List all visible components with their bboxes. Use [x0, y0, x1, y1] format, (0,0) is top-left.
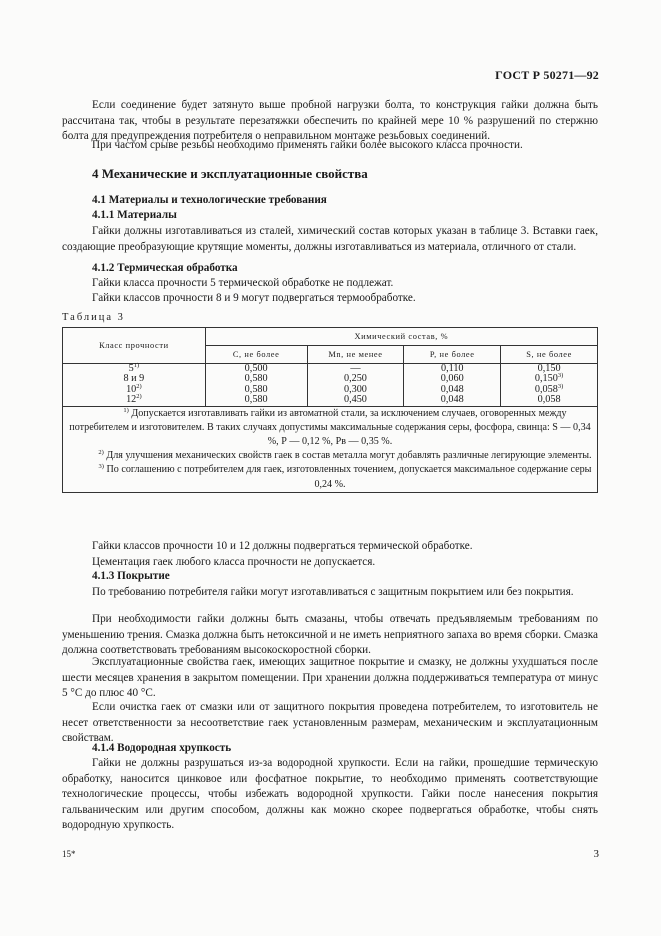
section-4-heading: 4 Механические и эксплуатационные свойства [92, 166, 368, 181]
section-4-1-3-paragraph-4: Если очистка гаек от смазки или от защитного покрытия проведена потребителем, то изготовитель не несет ответственности за несоответствие гаек установленным размерам, механическим и эксплуатационным свойствам. [62, 701, 598, 745]
table-data-block [63, 364, 598, 407]
section-4-1-heading: 4.1 Материалы и технологические требования [92, 194, 327, 206]
column-phosphorus [404, 364, 501, 407]
section-4-1-2-paragraph-2: Гайки классов прочности 8 и 9 могут подвергаться термообработке. [92, 292, 416, 304]
table-cell: 5$^{1)}$ [128, 362, 140, 374]
table-cell: 0,048 [440, 383, 464, 395]
section-4-1-4-heading: 4.1.4 Водородная хрупкость [92, 742, 232, 754]
header-carbon: С, не более [205, 346, 307, 364]
table-cell: 0,150 [537, 363, 561, 374]
section-4-1-3-paragraph-1: По требованию потребителя гайки могут изготавливаться с защитным покрытием или без покрытия. [92, 586, 574, 598]
table-cell: 0,058 [537, 394, 561, 406]
section-4-1-3-paragraph-3: Эксплуатационные свойства гаек, имеющих защитное покрытие и смазку, не должны ухудшаться после шести месяцев хранения в закрытом помещении. При хранении должна поддерживаться температура от минус 5 °С до плюс 40 °С. [62, 656, 598, 700]
table-cell: 0,580 [244, 383, 268, 395]
header-chemical-composition: Химический состав, % [205, 328, 597, 346]
table-cell: 12$^{2)}$ [126, 393, 142, 406]
column-carbon [205, 364, 307, 407]
table-cell: 10$^{2)}$ [126, 382, 142, 395]
section-4-1-4-paragraph: Гайки не должны разрушаться из-за водородной хрупкости. Если на гайки, прошедшие термическую обработку, наносится цинковое или фосфатное покрытие, то необходимо применять соответствующие технологические процессы, чтобы избежать водородной хрупкости. Гайки после нанесения покрытия гальваническим или другим способом, должны как можно скорее подвергаться обработке, чтобы снять водородную хрупкость. [62, 757, 598, 832]
footer-sheet-mark: 15* [62, 849, 76, 859]
table-cell: 0,150$^{3)}$ [534, 372, 564, 385]
section-4-1-2-heading: 4.1.2 Термическая обработка [92, 262, 238, 274]
header-sulfur: S, не более [501, 346, 598, 364]
table-footnotes [63, 406, 598, 492]
section-4-1-1-text: Гайки должны изготавливаться из сталей, химический состав которых указан в таблице 3. Вставки гаек, создающие преобразующие крутящие моменты, должны изготавливаться из материала, отличного от стали. [62, 225, 598, 253]
table-cell: 0,048 [440, 394, 464, 406]
footnote-1: $^{1)}$ Допускается изготавливать гайки из автоматной стали, за исключением случаев, оговоренных между [123, 406, 567, 419]
table-cell: 0,060 [440, 373, 464, 385]
header-manganese: Мn, не менее [307, 346, 404, 364]
header-phosphorus: Р, не более [404, 346, 501, 364]
table-cell: 0,058$^{3)}$ [534, 382, 564, 395]
chemical-composition-table [62, 327, 598, 493]
header-strength-class: Класс прочности [63, 328, 206, 364]
section-4-1-2-paragraph-1: Гайки класса прочности 5 термической обработке не подлежат. [92, 277, 394, 289]
table-cell: 8 и 9 [123, 373, 145, 385]
table-3-title: Таблица 3 [62, 312, 125, 323]
document-code-header: ГОСТ Р 50271—92 [495, 68, 599, 82]
section-4-1-3-heading: 4.1.3 Покрытие [92, 570, 170, 582]
table-cell: 0,110 [440, 363, 464, 374]
column-manganese [307, 364, 404, 407]
footnote-2: $^{2)}$ Для улучшения механических свойств гаек в состав металла могут добавлять различные легирующие элементы. [98, 449, 592, 462]
column-sulfur [501, 364, 598, 407]
table-cell: 0,300 [343, 383, 367, 395]
footnote-1-continuation: потребителем и изготовителем. В таких случаях допустимы максимальные содержания серы, фосфора, свинца: S — 0,34 %, Р — 0,12 %, Pв — 0,35 %. [69, 421, 591, 448]
intro-paragraph-1: Если соединение будет затянуто выше пробной нагрузки болта, то конструкция гайки должна быть рассчитана так, чтобы в результате перезатяжки обеспечить по крайней мере 10 % разрушений по стержню болта для предупреждения потребителя о неправильном монтаже резьбовых соединений. [62, 99, 598, 143]
section-4-1-3-paragraph-2: При необходимости гайки должны быть смазаны, чтобы отвечать предъявляемым требованиям по уменьшению трения. Смазка должна быть нетоксичной и не иметь неприятного запаха во время сборки. Смазка должна соответствовать требованиям высокоскоростной сборки. [62, 613, 598, 657]
table-cell: — [350, 363, 361, 374]
column-strength-class [63, 364, 206, 407]
footnote-3: $^{3)}$ По соглашению с потребителем для гаек, изготовленных точением, допускается максимальное содержание серы 0,24 %. [98, 463, 592, 490]
after-table-paragraph-1: Гайки классов прочности 10 и 12 должны подвергаться термической обработке. [92, 540, 473, 552]
table-cell: 0,500 [244, 363, 268, 374]
section-4-1-1-heading: 4.1.1 Материалы [92, 209, 177, 221]
table-cell: 0,580 [244, 394, 268, 406]
after-table-paragraph-2: Цементация гаек любого класса прочности не допускается. [92, 556, 376, 568]
page-number: 3 [593, 848, 599, 860]
table-cell: 0,450 [343, 394, 367, 406]
intro-paragraph-2: При частом срыве резьбы необходимо применять гайки более высокого класса прочности. [92, 139, 523, 151]
table-cell: 0,580 [244, 373, 268, 385]
table-cell: 0,250 [343, 373, 367, 385]
